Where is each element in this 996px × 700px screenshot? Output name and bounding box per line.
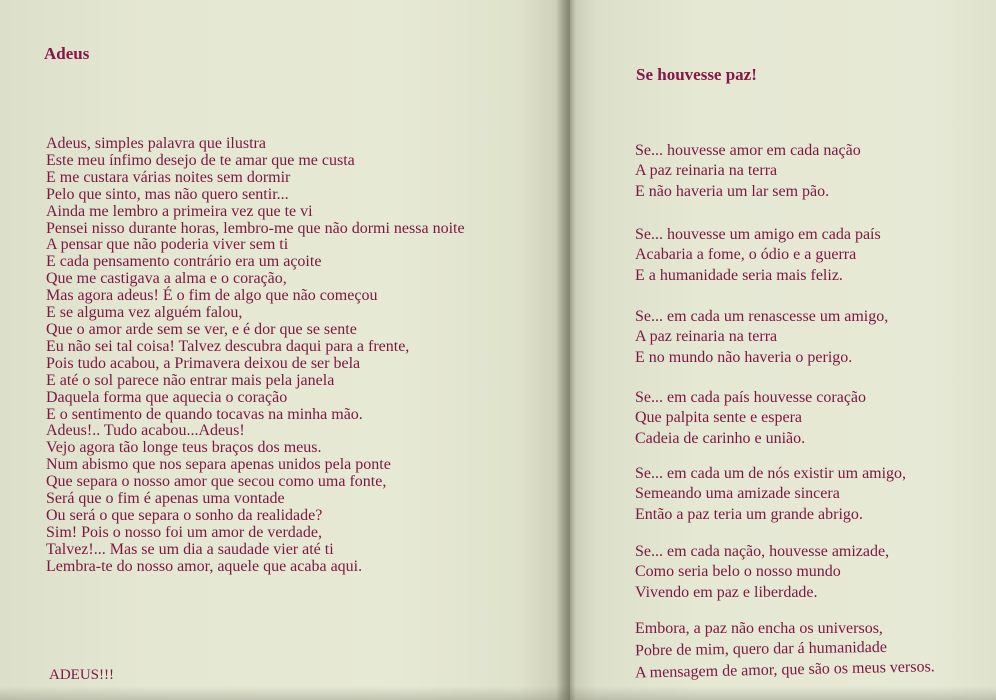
stanza — [635, 225, 975, 286]
poem-line: Mas agora adeus! É o fim de algo que não começou — [46, 287, 378, 305]
poem-line: Adeus!.. Tudo acabou...Adeus! — [46, 422, 245, 440]
book-gutter — [556, 0, 576, 700]
poem-line: E se alguma vez alguém falou, — [46, 304, 243, 322]
poem-line: Semeando uma amizade sincera — [635, 485, 840, 503]
poem-line: Será que o fim é apenas uma vontade — [46, 490, 285, 508]
poem-line: Adeus, simples palavra que ilustra — [46, 135, 266, 152]
poem-line: Talvez!... Mas se um dia a saudade vier até ti — [46, 540, 334, 558]
poem-line: E o sentimento de quando tocavas na minha mão. — [46, 405, 363, 423]
stanza — [635, 542, 975, 603]
poem-line: Que o amor arde sem se ver, e é dor que se sente — [46, 320, 357, 338]
poem-line: Se... houvesse um amigo em cada país — [635, 226, 881, 243]
poem-line: A mensagem de amor, que são os meus versos. — [634, 658, 935, 682]
poem-line: E cada pensamento contrário era um açoite — [46, 253, 322, 271]
poem-line: Ou será o que separa o sonho da realidade? — [46, 506, 323, 524]
poem-line: Lembra-te do nosso amor, aquele que acaba aqui. — [46, 557, 363, 575]
poem-line: Vejo agora tão longe teus braços dos meus. — [46, 439, 322, 457]
poem-line: A paz reinaria na terra — [635, 162, 778, 180]
poem-title-adeus: Adeus — [44, 44, 90, 63]
poem-line: Pensei nisso durante horas, lembro-me que não dormi nessa noite — [46, 219, 465, 237]
poem-line: Que separa o nosso amor que secou como uma fonte, — [46, 473, 387, 491]
poem-line: Cadeia de carinho e união. — [635, 429, 806, 447]
poem-adeus — [46, 136, 546, 576]
stanza — [635, 464, 975, 525]
poem-line: A pensar que não poderia viver sem ti — [46, 236, 289, 254]
poem-line: E a humanidade seria mais feliz. — [635, 266, 843, 284]
poem-line: Que palpita sente e espera — [635, 409, 803, 427]
poem-line: E não haveria um lar sem pão. — [635, 182, 830, 200]
poem-line: Se... houvesse amor em cada nação — [635, 142, 861, 159]
poem-line: E me custara várias noites sem dormir — [46, 168, 291, 186]
poem-line: Que me castigava a alma e o coração, — [46, 270, 287, 288]
page-shadow — [0, 686, 996, 700]
poem-line: Embora, a paz não encha os universos, — [635, 620, 883, 637]
poem-line: Como seria belo o nosso mundo — [635, 563, 841, 581]
poem-line: Daquela forma que aquecia o coração — [46, 388, 288, 406]
poem-title-se-houvesse-paz: Se houvesse paz! — [636, 65, 757, 84]
poem-line: Se... em cada país houvesse coração — [635, 389, 867, 406]
poem-line: Ainda me lembro a primeira vez que te vi — [46, 202, 313, 220]
poem-line: Pobre de mim, quero dar á humanidade — [634, 639, 888, 660]
poem-line: Acabaria a fome, o ódio e a guerra — [635, 246, 857, 264]
stanza — [635, 307, 975, 368]
poem-line: Se... em cada um renascesse um amigo, — [635, 308, 889, 325]
stanza — [635, 619, 975, 680]
poem-line: Pelo que sinto, mas não quero sentir... — [46, 185, 289, 203]
poem-line: A paz reinaria na terra — [635, 328, 778, 346]
poem-line: Então a paz teria um grande abrigo. — [635, 505, 863, 523]
poem-line: Pois tudo acabou, a Primavera deixou de ser bela — [46, 354, 361, 372]
poem-line: E até o sol parece não entrar mais pela janela — [46, 371, 335, 389]
poem-line: Vivendo em paz e liberdade. — [635, 583, 818, 601]
poem-line: Num abismo que nos separa apenas unidos pela ponte — [46, 456, 391, 474]
poem-line: Se... em cada nação, houvesse amizade, — [635, 543, 890, 560]
stanza — [635, 388, 975, 449]
poem-line: Este meu ínfimo desejo de te amar que me custa — [46, 151, 355, 169]
poem-line: Eu não sei tal coisa! Talvez descubra daqui para a frente, — [46, 337, 410, 355]
poem-line: Se... em cada um de nós existir um amigo, — [635, 465, 907, 482]
poem-line: E no mundo não haveria o perigo. — [635, 348, 853, 366]
poem-line: Sim! Pois o nosso foi um amor de verdade, — [46, 523, 322, 541]
stanza — [635, 141, 975, 202]
right-page — [570, 0, 996, 700]
poem-closing: ADEUS!!! — [49, 667, 114, 683]
